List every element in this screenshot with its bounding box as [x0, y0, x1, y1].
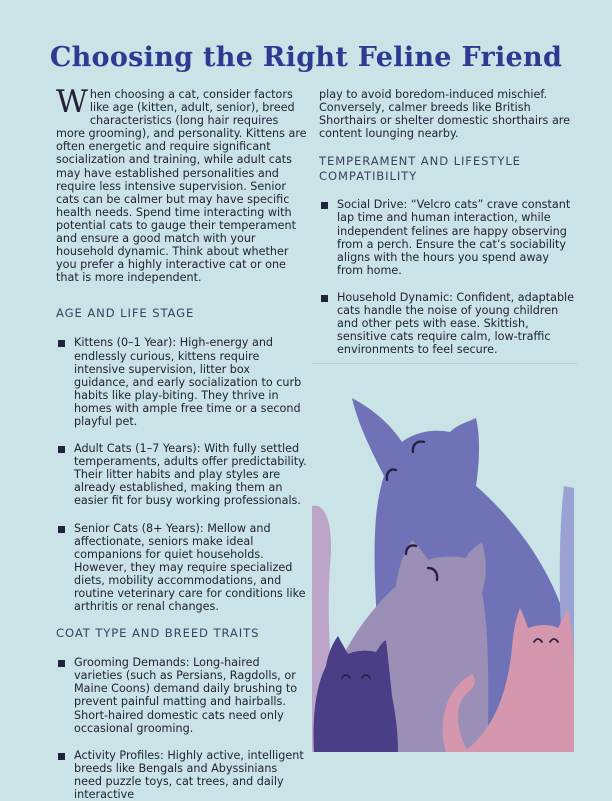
list-item-adult-cats [56, 442, 308, 507]
list-item-household [319, 291, 577, 356]
page-title: Choosing the Right Feline Friend [49, 42, 563, 73]
intro-paragraph [56, 84, 308, 285]
list-item-kittens [56, 336, 308, 428]
bullet-square-icon [58, 660, 65, 667]
bullet-square-icon [321, 202, 328, 209]
list-item-text: Senior Cats (8+ Years): Mellow and affectionate, seniors make ideal companions for quiet households. However, they may require specialized diets, mobility accommodations, and routine veterinary care for conditions like arthritis or renal changes. [74, 521, 306, 614]
bullet-square-icon [321, 295, 328, 302]
bullet-square-icon [58, 340, 65, 347]
cats-illustration [312, 396, 578, 752]
bullet-square-icon [58, 446, 65, 453]
intro-text: hen choosing a cat, consider factors like age (kitten, adult, senior), breed characteristics (long hair requires more grooming), and personality. Kittens are often energetic and require significant socialization and training, while adult cats may have established personalities and require less intensive supervision. Senior cats can be calmer but may have specific health needs. Spend time interacting with potential cats to gauge their temperament and ensure a good match with your household dynamic. Think about whether you prefer a highly interactive cat or one that is more independent. [56, 88, 307, 285]
list-item-text: Kittens (0–1 Year): High-energy and endlessly curious, kittens require intensive supervision, litter box guidance, and early socialization to curb habits like play-biting. They thrive in homes with ample free time or a second playful pet. [74, 336, 302, 428]
section-heading-age: AGE AND LIFE STAGE [56, 306, 195, 321]
section-heading-coat: COAT TYPE AND BREED TRAITS [56, 626, 260, 641]
left-column [56, 84, 308, 801]
bullet-square-icon [58, 753, 65, 760]
drop-cap: W [56, 84, 88, 120]
list-item-text: Household Dynamic: Confident, adaptable cats handle the noise of young children and other pets with ease. Skittish, sensitive cats require calm, low-traffic environments to feel secure. [337, 290, 575, 357]
continued-paragraph: play to avoid boredom-induced mischief. Conversely, calmer breeds like British Shorthairs or shelter domestic shorthairs are content lounging nearby. [319, 88, 571, 141]
bullet-square-icon [58, 526, 65, 533]
section-heading-temperament: TEMPERAMENT AND LIFESTYLE COMPATIBILITY [319, 154, 521, 184]
column-divider [312, 363, 577, 364]
list-item-text: Activity Profiles: Highly active, intelligent breeds like Bengals and Abyssinians need puzzle toys, cat trees, and daily interactive [74, 748, 304, 801]
list-item-senior-cats [56, 522, 308, 614]
list-item-text: Adult Cats (1–7 Years): With fully settled temperaments, adults offer predictability. Their litter habits and play styles are already established, making them an easier fit for busy working professionals. [74, 442, 307, 508]
right-column [319, 88, 577, 356]
list-item-social-drive [319, 198, 577, 277]
list-item-grooming [56, 656, 308, 735]
list-item-text: Social Drive: “Velcro cats” crave constant lap time and human interaction, while independent felines are happy observing from a perch. Ensure the cat’s sociability aligns with the hours you spend away from home. [337, 198, 571, 277]
list-item-text: Grooming Demands: Long-haired varieties (such as Persians, Ragdolls, or Maine Coons) demand daily brushing to prevent painful matting and hairballs. Short-haired domestic cats need only occasional grooming. [74, 656, 298, 735]
list-item-activity [56, 749, 308, 801]
